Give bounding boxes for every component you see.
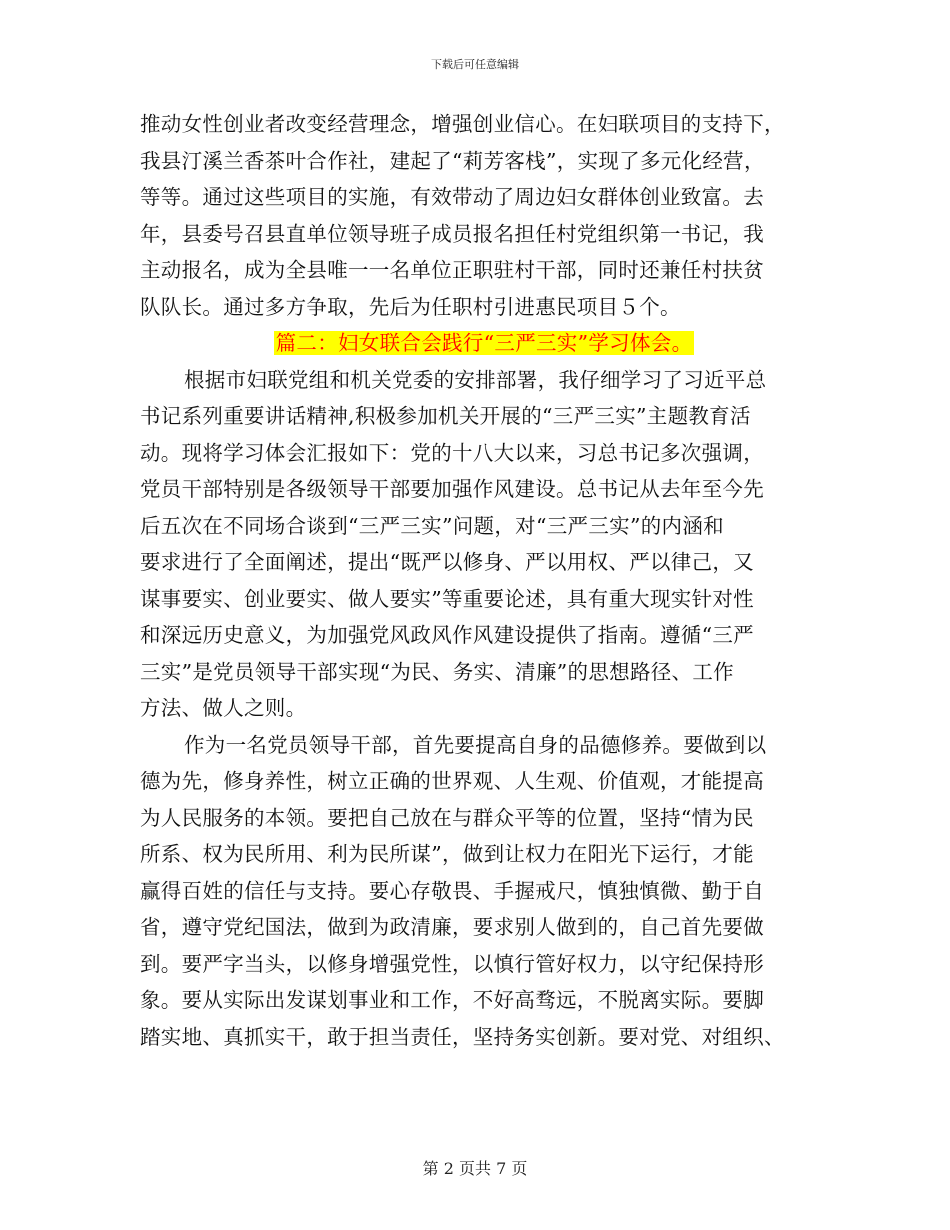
body-line: 队队长。通过多方争取，先后为任职村引进惠民项目５个。	[140, 294, 681, 319]
paragraph-line: 动。现将学习体会汇报如下：党的十八大以来，习总书记多次强调，	[140, 440, 764, 465]
paragraph-line: 书记系列重要讲话精神,积极参加机关开展的“三严三实”主题教育活	[140, 404, 751, 428]
paragraph-line: 到。要严字当头，以修身增强党性，以慎行管好权力，以守纪保持形	[140, 951, 764, 976]
document-body	[140, 106, 812, 1055]
page-footer: 第 2 页共 7 页	[422, 1159, 528, 1178]
page-header: 下载后可任意编辑	[431, 58, 519, 71]
paragraph-line: 作为一名党员领导干部，首先要提高自身的品德修养。要做到以	[184, 732, 767, 757]
section-heading	[140, 325, 812, 362]
paragraph-line: 德为先，修身养性，树立正确的世界观、人生观、价值观，才能提高	[140, 769, 764, 793]
body-line: 等等。通过这些项目的实施，有效带动了周边妇女群体创业致富。去	[140, 185, 764, 209]
paragraph-line: 所系、权为民所用、利为民所谋”，做到让权力在阳光下运行，才能	[140, 842, 754, 866]
paragraph-line: 为人民服务的本领。要把自己放在与群众平等的位置，坚持“情为民	[140, 805, 754, 830]
paragraph-line: 和深远历史意义，为加强党风政风作风建设提供了指南。遵循“三严	[140, 623, 754, 647]
paragraph-line: 三实”是党员领导干部实现“为民、务实、清廉”的思想路径、工作	[140, 659, 734, 684]
paragraph-line: 赢得百姓的信任与支持。要心存敬畏、手握戒尺，慎独慎微、勤于自	[140, 878, 764, 903]
paragraph-line: 根据市妇联党组和机关党委的安排部署，我仔细学习了习近平总	[184, 367, 767, 392]
section-heading-text: 篇二：妇女联合会践行“三严三实”学习体会。	[275, 331, 693, 355]
paragraph-line: 谋事要实、创业要实、做人要实”等重要论述，具有重大现实针对性	[140, 586, 754, 611]
paragraph-line: 省，遵守党纪国法，做到为政清廉，要求别人做到的，自己首先要做	[140, 915, 764, 939]
paragraph-line: 后五次在不同场合谈到“三严三实”问题，对“三严三实”的内涵和	[140, 513, 724, 538]
body-line: 年，县委号召县直单位领导班子成员报名担任村党组织第一书记，我	[140, 221, 764, 246]
paragraph-line: 要求进行了全面阐述，提出“既严以修身、严以用权、严以律己，又	[140, 550, 754, 574]
paragraph-line: 方法、做人之则。	[140, 696, 307, 720]
body-line: 我县汀溪兰香茶叶合作社，建起了“莉芳客栈”，实现了多元化经营，	[140, 148, 765, 173]
paragraph-line: 象。要从实际出发谋划事业和工作，不好高骛远，不脱离实际。要脚	[140, 988, 764, 1012]
body-line: 主动报名，成为全县唯一一名单位正职驻村干部，同时还兼任村扶贫	[140, 258, 764, 282]
paragraph-line: 党员干部特别是各级领导干部要加强作风建设。总书记从去年至今先	[140, 477, 764, 501]
body-line: 推动女性创业者改变经营理念，增强创业信心。在妇联项目的支持下，	[140, 112, 785, 136]
paragraph-line: 踏实地、真抓实干，敢于担当责任，坚持务实创新。要对党、对组织、	[140, 1024, 785, 1049]
